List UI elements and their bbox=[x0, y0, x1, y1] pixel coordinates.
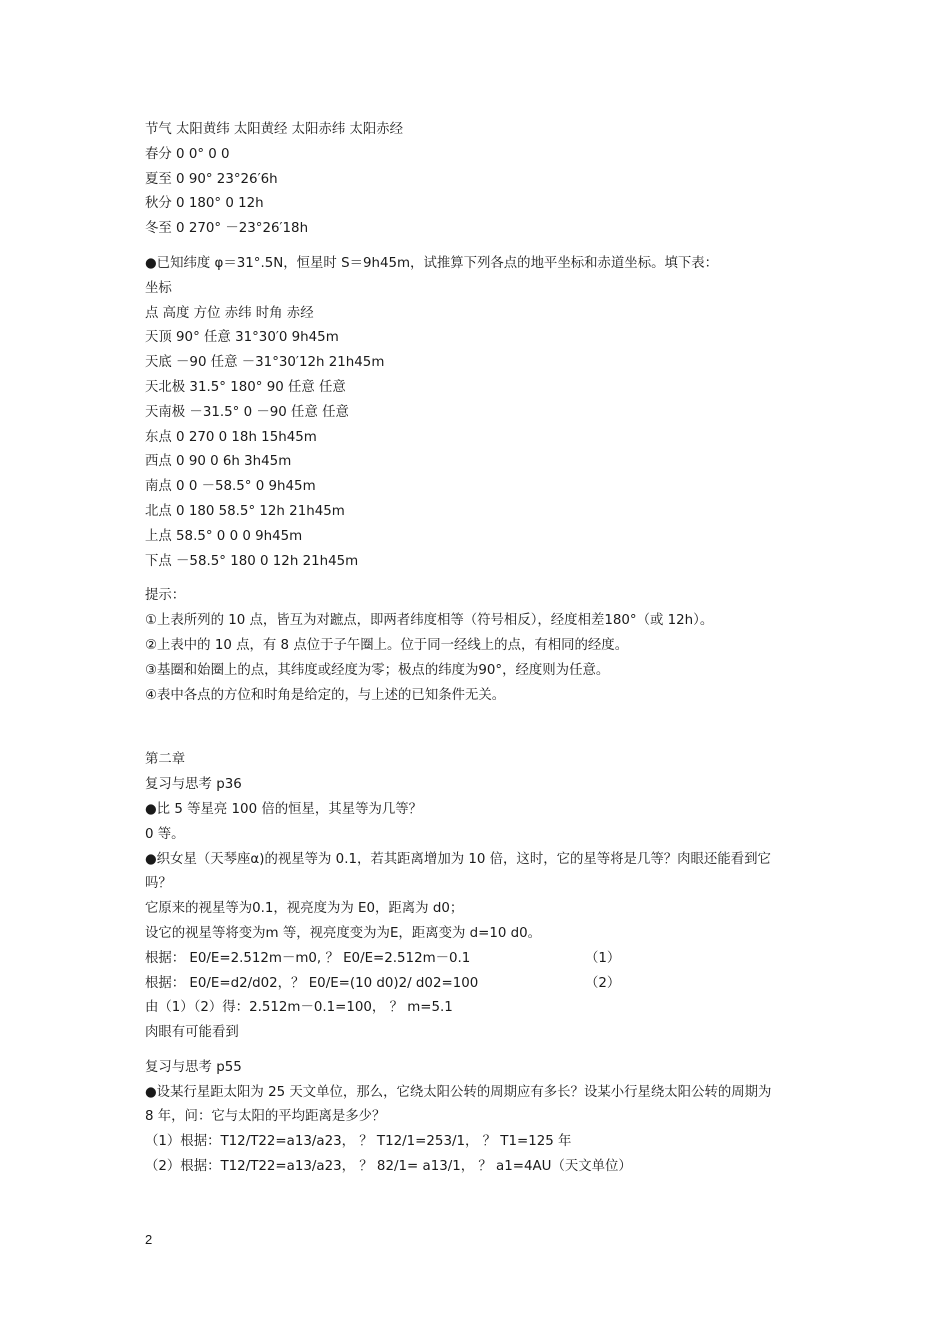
question-prompt: ●已知纬度 φ＝31°.5N，恒星时 S＝9h45m，试推算下列各点的地平坐标和赤道坐标。填下表： bbox=[145, 255, 719, 271]
spacer bbox=[145, 242, 825, 252]
coordinates-row: 南点 0 0 －58.5° 0 9h45m bbox=[145, 479, 316, 495]
equation-row bbox=[145, 972, 825, 997]
question-continued: 吗？ bbox=[145, 876, 172, 892]
chapter-title: 第二章 bbox=[145, 752, 186, 768]
page-number: 2 bbox=[145, 1232, 153, 1247]
question: ●设某行星距太阳为 25 天文单位，那么，它绕太阳公转的周期应有多长？设某小行星绕太阳公转的周期为 bbox=[145, 1084, 772, 1100]
coordinates-row: 西点 0 90 0 6h 3h45m bbox=[145, 454, 292, 470]
hint-item: ④表中各点的方位和时角是给定的，与上述的已知条件无关。 bbox=[145, 687, 506, 703]
solution-step: 设它的视星等将变为m 等，视亮度变为为E，距离变为 d=10 d0。 bbox=[145, 925, 542, 941]
solar-terms-header: 节气 太阳黄纬 太阳黄经 太阳赤纬 太阳赤经 bbox=[145, 122, 404, 137]
answer: （1）根据：T12/T22=a13/a23， ？ T12/1=253/1， ？ T1=125 年 bbox=[145, 1134, 572, 1150]
hint-item: ②上表中的 10 点，有 8 点位于子午圈上。位于同一经线上的点，有相同的经度。 bbox=[145, 637, 629, 653]
document-body bbox=[145, 118, 825, 1180]
answer: 0 等。 bbox=[145, 826, 185, 842]
review-heading: 复习与思考 p36 bbox=[145, 777, 242, 793]
equation: 根据： E0/E=2.512m－m0, ？ E0/E=2.512m－0.1 bbox=[145, 950, 471, 966]
solar-terms-row: 秋分 0 180° 0 12h bbox=[145, 196, 264, 212]
solar-terms-row: 夏至 0 90° 23°26′6h bbox=[145, 171, 278, 187]
coordinates-row: 天底 －90 任意 －31°30′12h 21h45m bbox=[145, 355, 385, 371]
coordinates-row: 天南极 －31.5° 0 －90 任意 任意 bbox=[145, 404, 349, 420]
solution-step: 它原来的视星等为0.1，视亮度为为 E0，距离为 d0； bbox=[145, 901, 464, 917]
hints-title: 提示： bbox=[145, 588, 186, 604]
hint-item: ③基圈和始圈上的点，其纬度或经度为零；极点的纬度为90°，经度则为任意。 bbox=[145, 662, 610, 678]
coordinates-row: 上点 58.5° 0 0 0 9h45m bbox=[145, 528, 303, 544]
question: ●织女星（天琴座α)的视星等为 0.1，若其距离增加为 10 倍，这时，它的星等将是几等？肉眼还能看到它 bbox=[145, 851, 771, 867]
coordinates-row: 东点 0 270 0 18h 15h45m bbox=[145, 429, 317, 445]
hint-item: ①上表所列的 10 点，皆互为对蹠点，即两者纬度相等（符号相反），经度相差180°（或 12h）。 bbox=[145, 613, 714, 629]
solution-conclusion: 肉眼有可能看到 bbox=[145, 1025, 239, 1041]
spacer bbox=[145, 1046, 825, 1056]
coordinates-row: 北点 0 180 58.5° 12h 21h45m bbox=[145, 503, 345, 519]
equation-number: （1） bbox=[585, 950, 621, 966]
coordinates-row: 天顶 90° 任意 31°30′0 9h45m bbox=[145, 330, 339, 346]
solar-terms-row: 冬至 0 270° －23°26′18h bbox=[145, 221, 309, 237]
equation-number: （2） bbox=[585, 975, 621, 991]
question: ●比 5 等星亮 100 倍的恒星，其星等为几等？ bbox=[145, 801, 423, 817]
answer: （2）根据：T12/T22=a13/a23， ？ 82/1= a13/1， ？ a1=4AU（天文单位） bbox=[145, 1159, 632, 1175]
spacer bbox=[145, 574, 825, 584]
spacer bbox=[145, 708, 825, 748]
question-continued: 8 年，问：它与太阳的平均距离是多少？ bbox=[145, 1109, 386, 1125]
review-heading: 复习与思考 p55 bbox=[145, 1059, 242, 1075]
coordinates-row: 下点 －58.5° 180 0 12h 21h45m bbox=[145, 553, 359, 569]
coordinates-header: 点 高度 方位 赤纬 时角 赤经 bbox=[145, 305, 314, 321]
equation: 根据： E0/E=d2/d02，？ E0/E=(10 d0)2/ d02=100 bbox=[145, 975, 479, 991]
coordinates-row: 天北极 31.5° 180° 90 任意 任意 bbox=[145, 379, 346, 395]
equation-row bbox=[145, 947, 825, 972]
table-caption: 坐标 bbox=[145, 280, 172, 296]
solar-terms-row: 春分 0 0° 0 0 bbox=[145, 146, 230, 162]
solution-step: 由（1）（2）得：2.512m－0.1=100， ？ m=5.1 bbox=[145, 1000, 453, 1016]
